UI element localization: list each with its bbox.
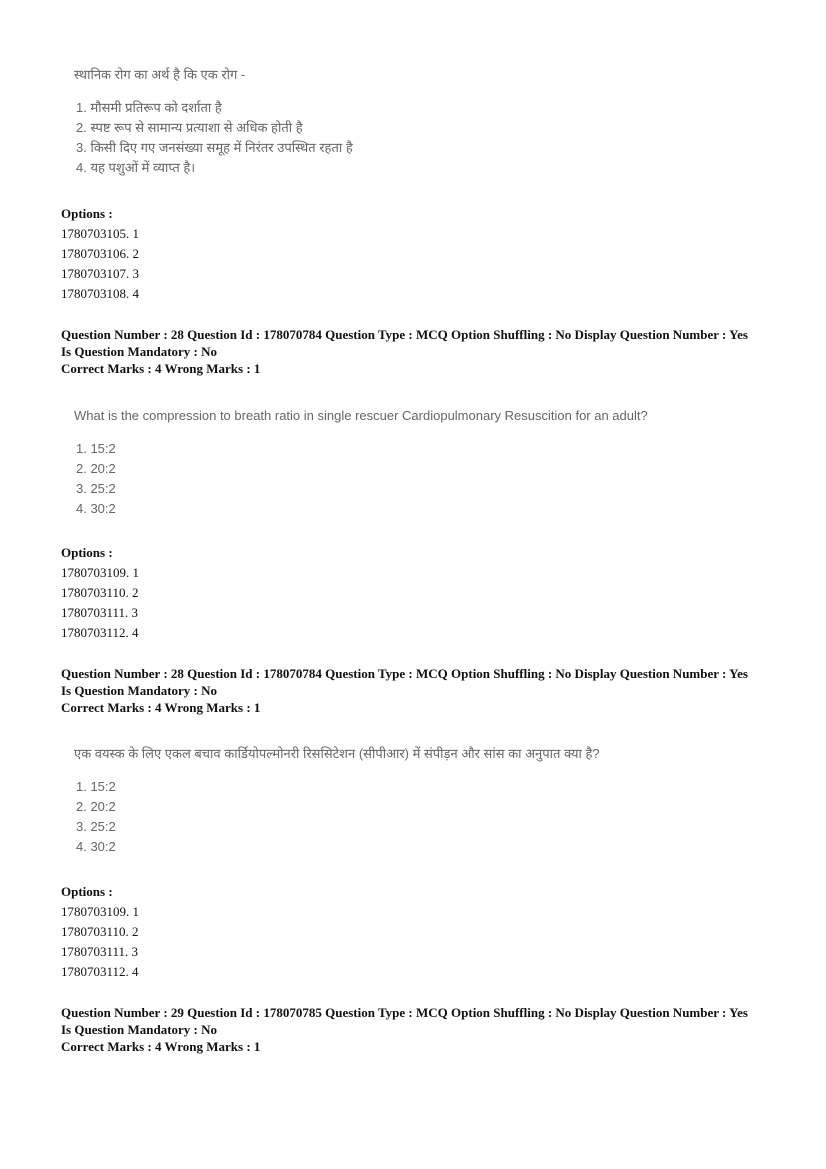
options-heading: Options : [61,884,113,899]
options-heading: Options : [61,206,113,221]
question-option: 1. मौसमी प्रतिरूप को दर्शाता है [76,100,222,115]
question-meta-line: Question Number : 29 Question Id : 178070785 Question Type : MCQ Option Shuffling : No Display Question Number : Yes [61,1005,748,1020]
option-id: 1780703109. 1 [61,904,139,919]
question-option-list [74,439,648,519]
question-mandatory: Is Question Mandatory : No [61,344,218,359]
option-id: 1780703112. 4 [61,964,139,979]
question-option: 1. 15:2 [76,441,116,456]
option-id: 1780703106. 2 [61,246,139,261]
question-option: 2. 20:2 [76,461,116,476]
question-meta-28-en [61,326,748,377]
question-option: 4. 30:2 [76,501,116,516]
options-block [61,882,139,982]
option-id: 1780703109. 1 [61,565,139,580]
question-meta-28-hi [61,665,748,716]
options-heading: Options : [61,545,113,560]
options-block [61,543,139,643]
question-option: 3. किसी दिए गए जनसंख्या समूह में निरंतर उपस्थित रहता है [76,140,353,155]
question-mandatory: Is Question Mandatory : No [61,683,218,698]
question-stem: एक वयस्क के लिए एकल बचाव कार्डियोपल्मोनरी रिससिटेशन (सीपीआर) में संपीड़न और सांस का अनुपात क्या है? [74,746,600,761]
option-id: 1780703111. 3 [61,605,139,620]
question-option: 3. 25:2 [76,481,116,496]
option-id: 1780703107. 3 [61,266,139,281]
question-marks: Correct Marks : 4 Wrong Marks : 1 [61,1039,261,1054]
question-image-27-hindi [74,66,353,178]
question-stem: स्थानिक रोग का अर्थ है कि एक रोग - [74,67,246,82]
question-option: 2. 20:2 [76,799,116,814]
option-id: 1780703110. 2 [61,924,139,939]
question-option: 4. यह पशुओं में व्याप्त है। [76,160,196,175]
question-stem: What is the compression to breath ratio in single rescuer Cardiopulmonary Resuscition for an adult? [74,408,648,423]
question-image-28-english [74,407,648,519]
question-mandatory: Is Question Mandatory : No [61,1022,218,1037]
option-id: 1780703111. 3 [61,944,139,959]
question-marks: Correct Marks : 4 Wrong Marks : 1 [61,700,261,715]
question-option: 3. 25:2 [76,819,116,834]
option-id: 1780703105. 1 [61,226,139,241]
question-meta-29 [61,1004,748,1055]
question-meta-line: Question Number : 28 Question Id : 178070784 Question Type : MCQ Option Shuffling : No Display Question Number : Yes [61,666,748,681]
options-block [61,204,139,304]
question-option: 4. 30:2 [76,839,116,854]
question-image-28-hindi [74,745,600,857]
option-id: 1780703112. 4 [61,625,139,640]
option-id: 1780703110. 2 [61,585,139,600]
question-option-list [74,777,600,857]
question-marks: Correct Marks : 4 Wrong Marks : 1 [61,361,261,376]
question-option-list [74,98,353,178]
question-meta-line: Question Number : 28 Question Id : 178070784 Question Type : MCQ Option Shuffling : No Display Question Number : Yes [61,327,748,342]
question-option: 1. 15:2 [76,779,116,794]
question-option: 2. स्पष्ट रूप से सामान्य प्रत्याशा से अधिक होती है [76,120,303,135]
option-id: 1780703108. 4 [61,286,139,301]
